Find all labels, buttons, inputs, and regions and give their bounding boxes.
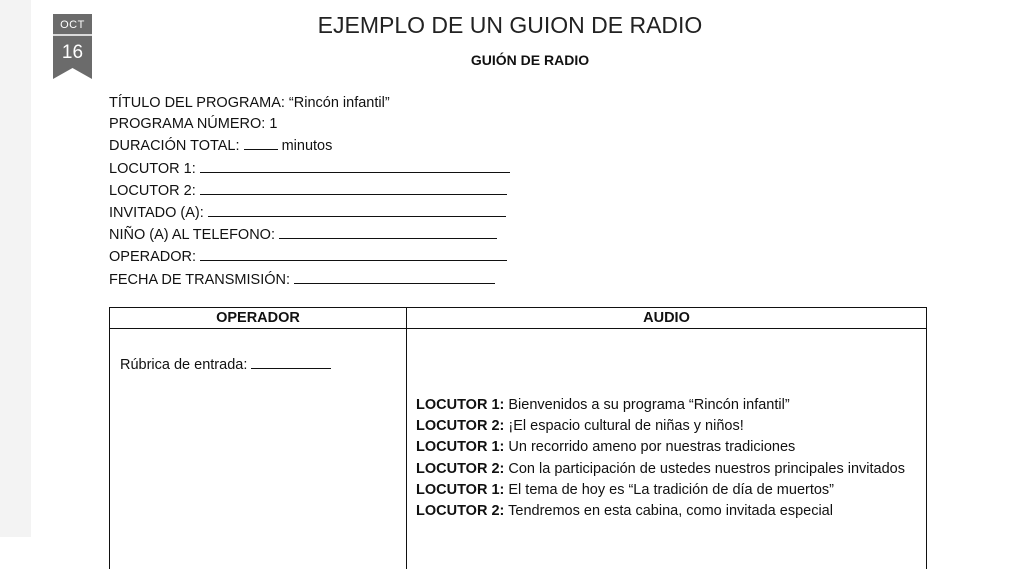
table-row [110,329,927,569]
date-day: 16 [53,42,92,64]
post-title: EJEMPLO DE UN GUION DE RADIO [200,12,820,39]
blank-announcer-2 [200,180,507,195]
audio-line: LOCUTOR 1: Un recorrido ameno por nuestras tradiciones [416,437,917,458]
field-total-duration: DURACIÓN TOTAL: minutos [109,135,589,157]
date-badge [53,14,92,79]
blank-announcer-1 [200,158,510,173]
blank-operator [200,246,507,261]
operator-text: Rúbrica de entrada: [120,357,251,373]
blank-duration [244,135,278,150]
field-program-number: PROGRAMA NÚMERO: 1 [109,114,589,135]
audio-line: LOCUTOR 1: Bienvenidos a su programa “Rincón infantil” [416,395,917,416]
header-operator: OPERADOR [110,308,407,329]
field-announcer-2: LOCUTOR 2: [109,180,589,202]
blank-guest [208,202,506,217]
blank-entry-rubric [251,354,331,369]
field-guest: INVITADO (A): [109,202,589,224]
field-program-title: TÍTULO DEL PROGRAMA: “Rincón infantil” [109,93,589,114]
field-child-phone: NIÑO (A) AL TELEFONO: [109,224,589,246]
audio-line: LOCUTOR 2: Tendremos en esta cabina, como invitada especial [416,501,917,522]
program-fields [109,93,589,291]
header-audio: AUDIO [407,308,927,329]
audio-line: LOCUTOR 1: El tema de hoy es “La tradición de día de muertos” [416,480,917,501]
blank-broadcast-date [294,269,495,284]
audio-line: LOCUTOR 2: ¡El espacio cultural de niñas y niños! [416,416,917,437]
field-announcer-1: LOCUTOR 1: [109,158,589,180]
date-month: OCT [53,19,92,31]
page-gutter [0,0,31,537]
field-operator: OPERADOR: [109,246,589,268]
document-subtitle: GUIÓN DE RADIO [330,52,730,68]
operator-cell [110,329,407,569]
audio-line: LOCUTOR 2: Con la participación de ustedes nuestros principales invitados [416,459,917,480]
script-table [109,307,927,569]
audio-cell [407,329,927,569]
field-broadcast-date: FECHA DE TRANSMISIÓN: [109,269,589,291]
blank-child-phone [279,224,497,239]
table-header-row [110,308,927,329]
